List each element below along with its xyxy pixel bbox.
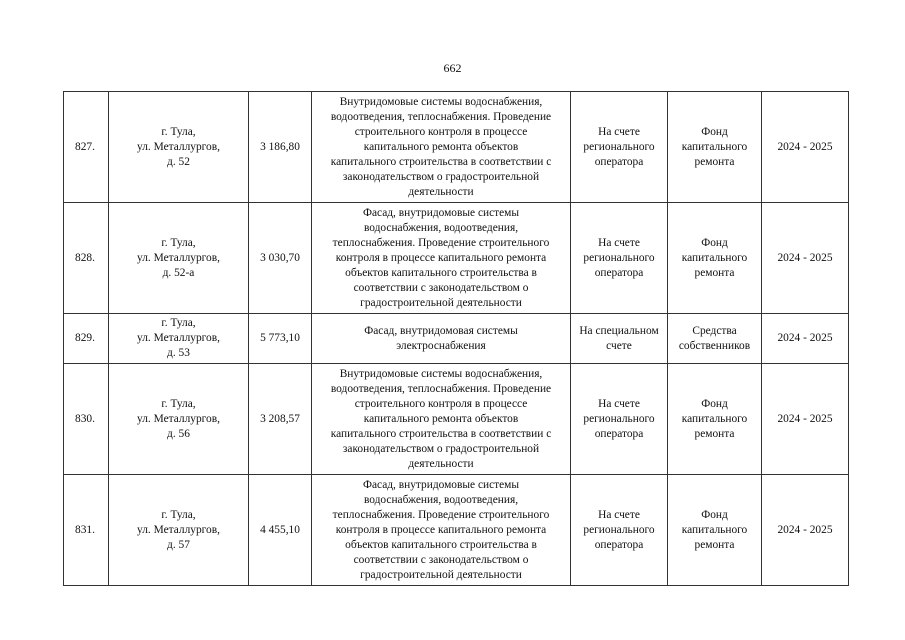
funding-source-cell: Фонд капитального ремонта xyxy=(668,364,762,475)
area-cell: 3 030,70 xyxy=(249,203,312,314)
row-number: 827. xyxy=(64,92,109,203)
account-cell: На счете регионального оператора xyxy=(571,203,668,314)
table-row xyxy=(64,475,849,586)
account-cell: На специальном счете xyxy=(571,314,668,364)
period-cell: 2024 - 2025 xyxy=(762,92,849,203)
account-cell: На счете регионального оператора xyxy=(571,364,668,475)
area-cell: 3 186,80 xyxy=(249,92,312,203)
works-cell: Фасад, внутридомовая системы электроснабжения xyxy=(312,314,571,364)
account-cell: На счете регионального оператора xyxy=(571,475,668,586)
table-row xyxy=(64,364,849,475)
funding-source-cell: Средства собственников xyxy=(668,314,762,364)
account-cell: На счете регионального оператора xyxy=(571,92,668,203)
works-cell: Фасад, внутридомовые системы водоснабжения, водоотведения, теплоснабжения. Проведение строительного контроля в процессе капитального ремонта объектов капитального строительства в соответствии с законодательством о градостроительной деятельности xyxy=(312,475,571,586)
row-number: 830. xyxy=(64,364,109,475)
page-number: 662 xyxy=(443,61,462,75)
area-cell: 4 455,10 xyxy=(249,475,312,586)
address-cell: г. Тула, ул. Металлургов, д. 53 xyxy=(109,314,249,364)
period-cell: 2024 - 2025 xyxy=(762,364,849,475)
address-cell: г. Тула, ул. Металлургов, д. 57 xyxy=(109,475,249,586)
funding-source-cell: Фонд капитального ремонта xyxy=(668,475,762,586)
funding-source-cell: Фонд капитального ремонта xyxy=(668,203,762,314)
works-cell: Внутридомовые системы водоснабжения, водоотведения, теплоснабжения. Проведение строительного контроля в процессе капитального ремонта объектов капитального строительства в соответствии с законодательством о градостроительной деятельности xyxy=(312,92,571,203)
row-number: 831. xyxy=(64,475,109,586)
row-number: 828. xyxy=(64,203,109,314)
area-cell: 5 773,10 xyxy=(249,314,312,364)
address-cell: г. Тула, ул. Металлургов, д. 56 xyxy=(109,364,249,475)
funding-source-cell: Фонд капитального ремонта xyxy=(668,92,762,203)
address-cell: г. Тула, ул. Металлургов, д. 52 xyxy=(109,92,249,203)
table-row xyxy=(64,92,849,203)
row-number: 829. xyxy=(64,314,109,364)
repair-register-table xyxy=(63,91,849,586)
address-cell: г. Тула, ул. Металлургов, д. 52-а xyxy=(109,203,249,314)
works-cell: Внутридомовые системы водоснабжения, водоотведения, теплоснабжения. Проведение строительного контроля в процессе капитального ремонта объектов капитального строительства в соответствии с законодательством о градостроительной деятельности xyxy=(312,364,571,475)
period-cell: 2024 - 2025 xyxy=(762,475,849,586)
period-cell: 2024 - 2025 xyxy=(762,203,849,314)
works-cell: Фасад, внутридомовые системы водоснабжения, водоотведения, теплоснабжения. Проведение строительного контроля в процессе капитального ремонта объектов капитального строительства в соответствии с законодательством о градостроительной деятельности xyxy=(312,203,571,314)
table-row xyxy=(64,203,849,314)
area-cell: 3 208,57 xyxy=(249,364,312,475)
period-cell: 2024 - 2025 xyxy=(762,314,849,364)
table-row xyxy=(64,314,849,364)
